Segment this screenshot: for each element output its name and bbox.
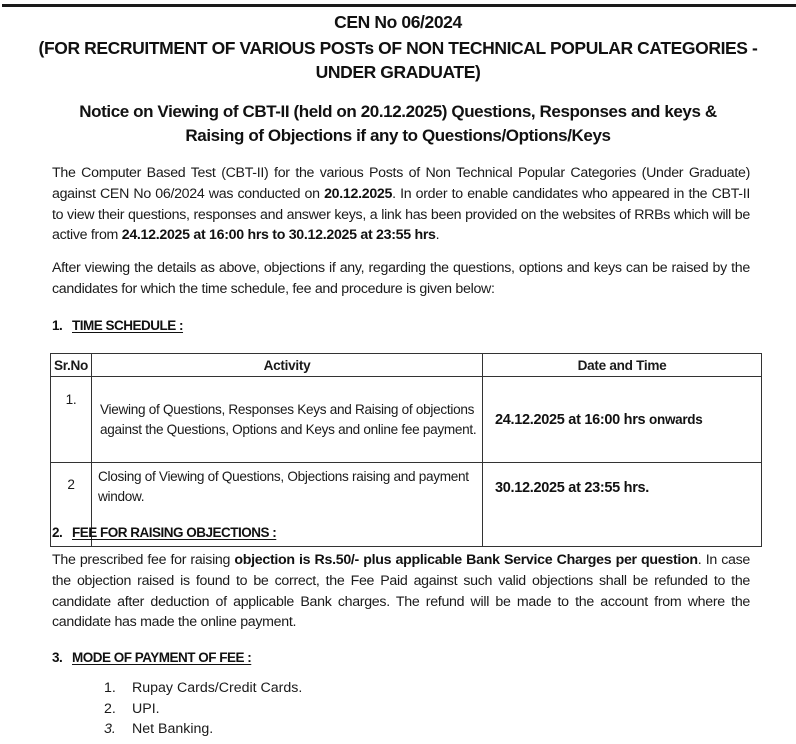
list-item-number: 1. bbox=[104, 680, 116, 696]
fee-text-c: . In case the objection raised is found to be correct, the Fee Paid against such valid objections shall be refunded to the candidate after deduction of applicable Bank charges. The refund will be made to the account from where the candidate has made the online payment. bbox=[52, 552, 750, 631]
active-window: 24.12.2025 at 16:00 hrs to 30.12.2025 at 23:55 hrs bbox=[121, 227, 436, 244]
row-date-time bbox=[483, 377, 762, 463]
list-item bbox=[104, 719, 302, 740]
row-date-time bbox=[483, 463, 762, 547]
section-number: 1. bbox=[52, 318, 63, 333]
header-date-time: Date and Time bbox=[483, 354, 762, 377]
row-sr-no: 1. bbox=[51, 377, 92, 463]
list-item bbox=[104, 678, 302, 699]
list-item bbox=[104, 699, 302, 720]
section-fee-heading bbox=[52, 525, 276, 540]
list-item-label: Rupay Cards/Credit Cards. bbox=[132, 680, 303, 696]
section-payment-mode-heading bbox=[52, 650, 251, 665]
fee-text-a: The prescribed fee for raising bbox=[52, 552, 235, 568]
section-number: 3. bbox=[52, 650, 63, 665]
intro-text-a: The Computer Based Test (CBT-II) for the various Posts of Non Technical Popular Categories (Under Graduate) against CEN No 06/2024 was conducted on bbox=[52, 165, 750, 202]
intro-text-e: . bbox=[435, 227, 440, 244]
notice-heading-line2: Raising of Objections if any to Questions/Options/Keys bbox=[185, 126, 611, 145]
notice-subtitle-line2: UNDER GRADUATE) bbox=[315, 62, 481, 82]
section-number: 2. bbox=[52, 525, 63, 540]
intro-text-c: . In order to enable candidates who appeared in the CBT-II to view their questions, responses and answer keys, a link has been provided on the websites of RRBs which will be active from bbox=[52, 185, 751, 244]
header-sr-no: Sr.No bbox=[51, 354, 92, 377]
section-title: TIME SCHEDULE : bbox=[72, 318, 184, 333]
payment-mode-list bbox=[104, 678, 302, 740]
intro-paragraph bbox=[52, 163, 750, 246]
list-item-number: 2. bbox=[104, 700, 116, 717]
notice-title: CEN No 06/2024 bbox=[334, 12, 462, 32]
objection-paragraph: After viewing the details as above, objections if any, regarding the questions, options and keys can be raised by the candidates for which the time schedule, fee and procedure is given below: bbox=[52, 260, 750, 297]
table-header-row bbox=[51, 354, 762, 377]
row-activity: Viewing of Questions, Responses Keys and Raising of objections against the Questions, Options and Keys and online fee payment. bbox=[92, 377, 483, 463]
section-title: MODE OF PAYMENT OF FEE : bbox=[72, 650, 252, 665]
exam-date: 20.12.2025 bbox=[324, 185, 393, 202]
time-schedule-table bbox=[50, 353, 762, 547]
row-sr-no: 2 bbox=[51, 463, 92, 547]
date-time-main: 24.12.2025 at 16:00 hrs bbox=[495, 411, 646, 428]
list-item-label: Net Banking. bbox=[132, 721, 214, 737]
notice-subtitle-line1: (FOR RECRUITMENT OF VARIOUS POSTs OF NON TECHNICAL POPULAR CATEGORIES - bbox=[38, 38, 758, 58]
date-time-main: 30.12.2025 at 23:55 hrs. bbox=[495, 480, 650, 496]
table-row bbox=[51, 377, 762, 463]
row-activity: Closing of Viewing of Questions, Objections raising and payment window. bbox=[92, 463, 483, 547]
section-title: FEE FOR RAISING OBJECTIONS : bbox=[72, 525, 277, 540]
header-activity: Activity bbox=[92, 354, 483, 377]
notice-heading-line1: Notice on Viewing of CBT-II (held on 20.12.2025) Questions, Responses and keys & bbox=[79, 102, 717, 121]
list-item-label: UPI. bbox=[132, 700, 160, 717]
date-time-suffix: onwards bbox=[649, 411, 703, 427]
top-horizontal-rule bbox=[2, 4, 796, 7]
fee-paragraph bbox=[52, 550, 750, 633]
fee-amount: objection is Rs.50/- plus applicable Bank Service Charges per question bbox=[234, 552, 698, 568]
list-item-number: 3. bbox=[104, 721, 116, 737]
section-time-schedule-heading bbox=[52, 318, 183, 333]
